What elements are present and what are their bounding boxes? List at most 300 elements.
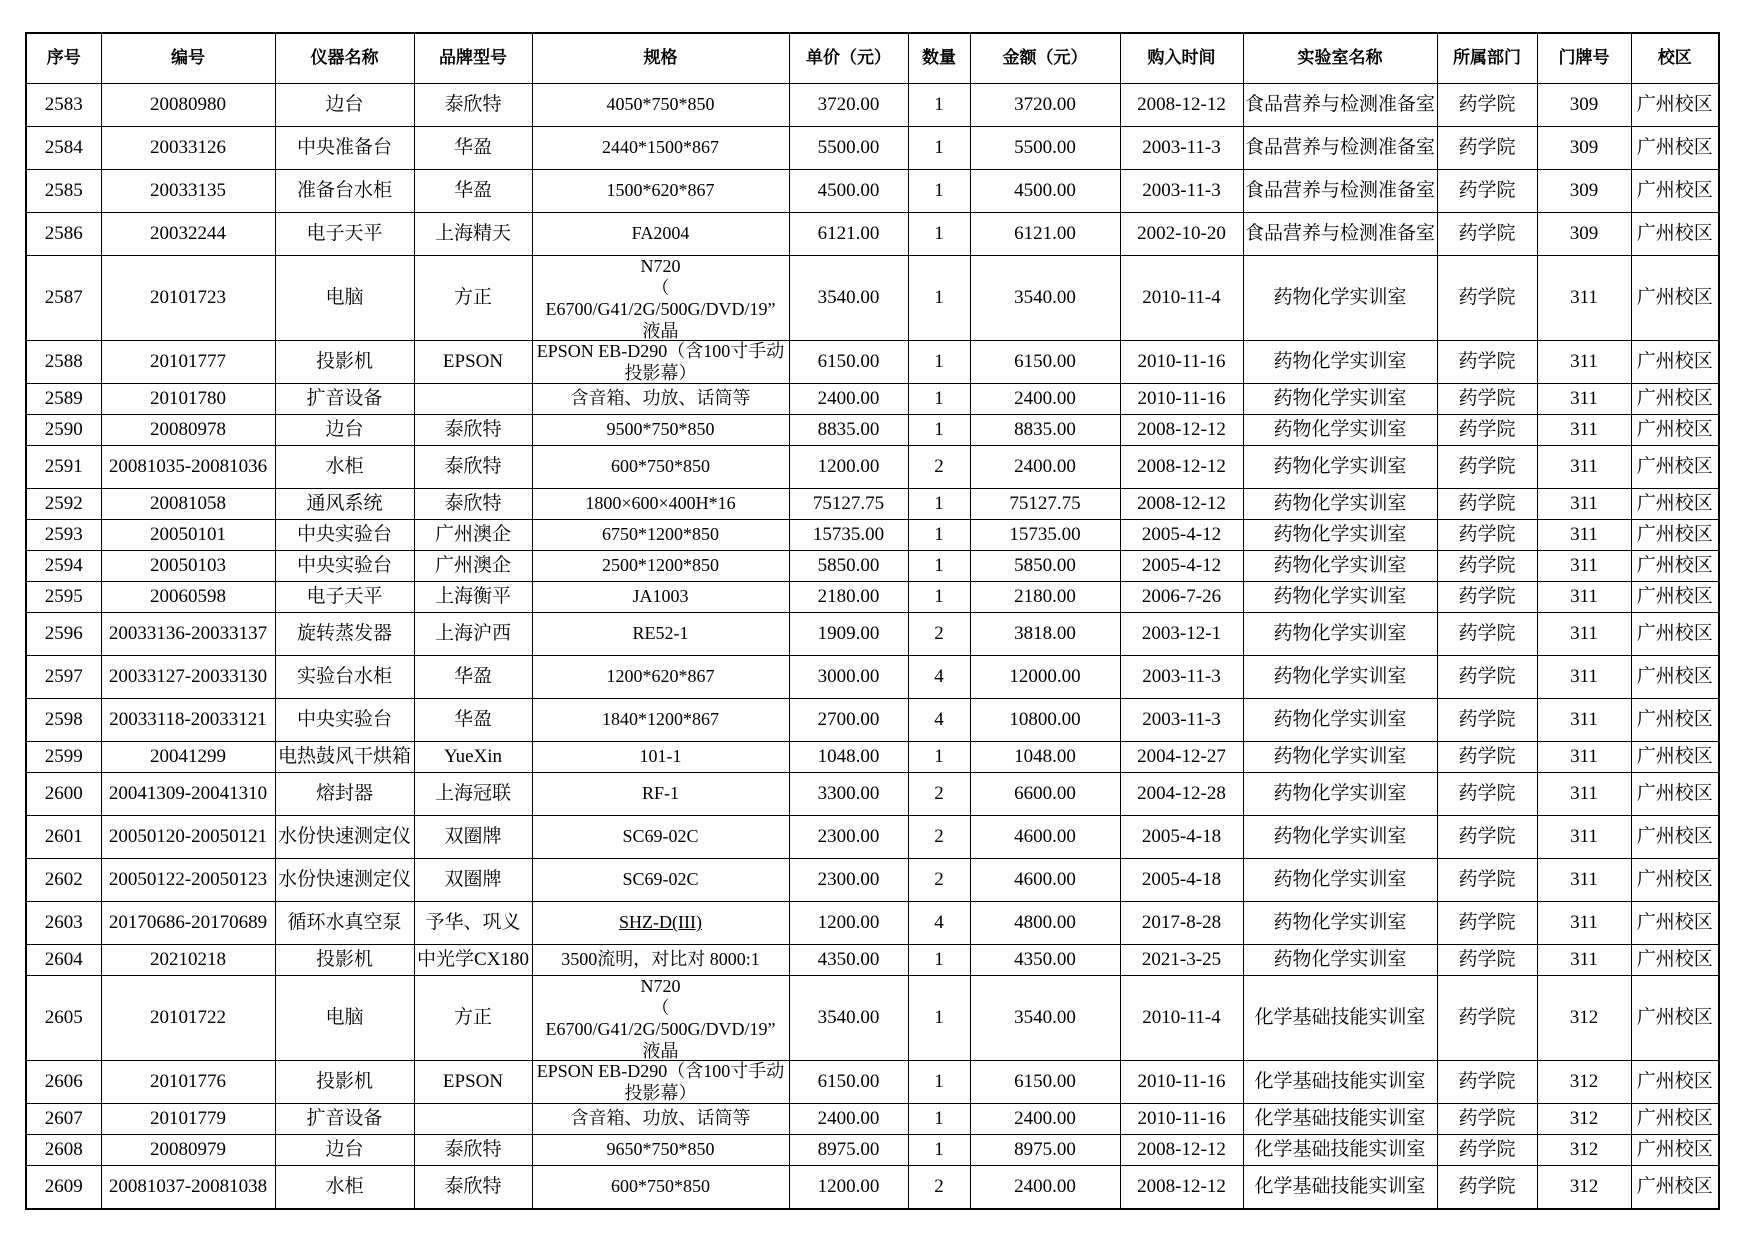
cell-code xyxy=(101,127,275,170)
cell-room xyxy=(1537,256,1631,341)
spec-value: 1800×600×400H*16 xyxy=(585,493,736,514)
date-value: 2010-11-4 xyxy=(1142,286,1221,308)
cell-price xyxy=(789,213,908,256)
amount-value: 2180.00 xyxy=(1014,585,1076,607)
cell-spec xyxy=(532,84,789,127)
amount-value: 3818.00 xyxy=(1014,622,1076,644)
qty-value: 4 xyxy=(934,708,944,730)
header-date xyxy=(1120,33,1243,84)
cell-dept xyxy=(1437,1061,1537,1104)
price-value: 3720.00 xyxy=(817,93,880,115)
room-value: 311 xyxy=(1570,911,1598,933)
cell-lab xyxy=(1243,551,1437,582)
dept-value: 药学院 xyxy=(1458,1175,1516,1197)
date-value: 2010-11-4 xyxy=(1142,1006,1221,1028)
table-row xyxy=(26,1061,1719,1104)
cell-code xyxy=(101,742,275,773)
price-value: 6121.00 xyxy=(817,222,880,244)
amount-value: 3720.00 xyxy=(1014,93,1076,115)
cell-spec xyxy=(532,1104,789,1135)
cell-campus xyxy=(1631,1135,1719,1166)
spec-value: SC69-02C xyxy=(622,869,699,890)
brand-value: 华盈 xyxy=(453,179,492,201)
cell-name xyxy=(275,84,414,127)
code-value: 20080980 xyxy=(150,93,226,115)
name-value: 水份快速测定仪 xyxy=(277,868,411,890)
qty-value: 1 xyxy=(934,745,944,767)
cell-date xyxy=(1120,415,1243,446)
cell-dept xyxy=(1437,213,1537,256)
qty-value: 2 xyxy=(934,455,944,477)
spec-value: 101-1 xyxy=(639,746,682,767)
cell-code xyxy=(101,213,275,256)
cell-campus xyxy=(1631,170,1719,213)
cell-amount xyxy=(970,1166,1120,1210)
cell-seq xyxy=(26,699,101,742)
cell-room xyxy=(1537,127,1631,170)
amount-value: 4350.00 xyxy=(1014,948,1076,970)
cell-amount xyxy=(970,773,1120,816)
dept-value: 药学院 xyxy=(1458,1070,1516,1092)
code-value: 20033136-20033137 xyxy=(108,622,268,644)
room-value: 311 xyxy=(1570,286,1598,308)
cell-room xyxy=(1537,551,1631,582)
cell-qty xyxy=(908,1135,970,1166)
date-value: 2004-12-27 xyxy=(1137,745,1226,767)
spec-value: 含音箱、功放、话筒等 xyxy=(570,388,751,409)
qty-value: 4 xyxy=(934,911,944,933)
amount-value: 2400.00 xyxy=(1014,387,1076,409)
qty-value: 1 xyxy=(934,136,944,158)
header-room-label: 门牌号 xyxy=(1558,48,1610,69)
qty-value: 1 xyxy=(934,1006,944,1028)
campus-value: 广州校区 xyxy=(1636,136,1713,158)
cell-qty xyxy=(908,213,970,256)
dept-value: 药学院 xyxy=(1458,418,1516,440)
cell-date xyxy=(1120,945,1243,976)
seq-value: 2592 xyxy=(44,492,83,514)
name-value: 扩音设备 xyxy=(306,1107,383,1129)
cell-campus xyxy=(1631,859,1719,902)
price-value: 2300.00 xyxy=(817,825,880,847)
cell-qty xyxy=(908,1104,970,1135)
cell-seq xyxy=(26,1061,101,1104)
cell-price xyxy=(789,656,908,699)
cell-amount xyxy=(970,341,1120,384)
room-value: 312 xyxy=(1569,1006,1599,1028)
cell-dept xyxy=(1437,170,1537,213)
cell-amount xyxy=(970,520,1120,551)
code-value: 20033135 xyxy=(150,179,226,201)
table-row xyxy=(26,742,1719,773)
lab-value: 药物化学实训室 xyxy=(1273,286,1407,308)
cell-price xyxy=(789,582,908,613)
cell-brand xyxy=(414,699,532,742)
cell-spec xyxy=(532,256,789,341)
cell-seq xyxy=(26,520,101,551)
room-value: 312 xyxy=(1569,1070,1599,1092)
cell-qty xyxy=(908,613,970,656)
lab-value: 药物化学实训室 xyxy=(1273,387,1407,409)
cell-lab xyxy=(1243,773,1437,816)
cell-dept xyxy=(1437,656,1537,699)
qty-value: 2 xyxy=(934,868,944,890)
cell-seq xyxy=(26,902,101,945)
cell-price xyxy=(789,84,908,127)
name-value: 水柜 xyxy=(325,1175,364,1197)
cell-seq xyxy=(26,582,101,613)
campus-value: 广州校区 xyxy=(1636,350,1713,372)
lab-value: 药物化学实训室 xyxy=(1273,782,1407,804)
code-value: 20101777 xyxy=(150,350,226,372)
cell-date xyxy=(1120,773,1243,816)
room-value: 311 xyxy=(1570,782,1598,804)
code-value: 20080979 xyxy=(150,1138,226,1160)
cell-qty xyxy=(908,446,970,489)
cell-price xyxy=(789,742,908,773)
code-value: 20101780 xyxy=(150,387,226,409)
cell-room xyxy=(1537,742,1631,773)
qty-value: 1 xyxy=(934,418,944,440)
seq-value: 2589 xyxy=(44,387,83,409)
cell-lab xyxy=(1243,341,1437,384)
room-value: 311 xyxy=(1570,455,1598,477)
brand-value: 广州澳企 xyxy=(434,554,511,576)
cell-amount xyxy=(970,902,1120,945)
table-row xyxy=(26,976,1719,1061)
brand-value xyxy=(415,1104,532,1134)
code-value: 20081035-20081036 xyxy=(108,455,268,477)
cell-spec xyxy=(532,773,789,816)
cell-campus xyxy=(1631,582,1719,613)
cell-room xyxy=(1537,859,1631,902)
cell-code xyxy=(101,551,275,582)
amount-value: 6600.00 xyxy=(1014,782,1076,804)
room-value: 312 xyxy=(1569,1175,1599,1197)
amount-value: 5500.00 xyxy=(1014,136,1076,158)
room-value: 311 xyxy=(1570,948,1598,970)
brand-value: 双圈牌 xyxy=(444,868,502,890)
amount-value: 10800.00 xyxy=(1009,708,1081,730)
brand-value: 方正 xyxy=(453,286,492,308)
cell-name xyxy=(275,384,414,415)
amount-value: 3540.00 xyxy=(1014,286,1076,308)
amount-value: 6150.00 xyxy=(1014,350,1076,372)
cell-dept xyxy=(1437,742,1537,773)
table-row xyxy=(26,1104,1719,1135)
seq-value: 2598 xyxy=(44,708,83,730)
cell-dept xyxy=(1437,384,1537,415)
cell-campus xyxy=(1631,656,1719,699)
seq-value: 2608 xyxy=(44,1138,83,1160)
header-price-label: 单价（元） xyxy=(806,48,891,69)
cell-campus xyxy=(1631,446,1719,489)
header-dept xyxy=(1437,33,1537,84)
amount-value: 6150.00 xyxy=(1014,1070,1076,1092)
qty-value: 1 xyxy=(934,1070,944,1092)
cell-price xyxy=(789,256,908,341)
cell-amount xyxy=(970,256,1120,341)
cell-lab xyxy=(1243,415,1437,446)
seq-value: 2596 xyxy=(44,622,83,644)
price-value: 2300.00 xyxy=(817,868,880,890)
dept-value: 药学院 xyxy=(1458,179,1516,201)
cell-lab xyxy=(1243,84,1437,127)
cell-code xyxy=(101,945,275,976)
header-price xyxy=(789,33,908,84)
cell-brand xyxy=(414,551,532,582)
cell-date xyxy=(1120,84,1243,127)
cell-date xyxy=(1120,341,1243,384)
name-value: 熔封器 xyxy=(315,782,373,804)
cell-code xyxy=(101,384,275,415)
cell-seq xyxy=(26,742,101,773)
cell-date xyxy=(1120,384,1243,415)
spec-value: 2500*1200*850 xyxy=(602,555,719,576)
price-value: 2400.00 xyxy=(817,1107,880,1129)
cell-name xyxy=(275,1166,414,1210)
name-value: 中央实验台 xyxy=(296,554,392,576)
seq-value: 2586 xyxy=(44,222,83,244)
dept-value: 药学院 xyxy=(1458,868,1516,890)
cell-seq xyxy=(26,1104,101,1135)
cell-room xyxy=(1537,773,1631,816)
cell-price xyxy=(789,1061,908,1104)
cell-campus xyxy=(1631,699,1719,742)
price-value: 1200.00 xyxy=(817,455,880,477)
date-value: 2003-11-3 xyxy=(1142,708,1221,730)
seq-value: 2601 xyxy=(44,825,83,847)
campus-value: 广州校区 xyxy=(1636,455,1713,477)
brand-value: 中光学CX180 xyxy=(417,948,529,970)
lab-value: 药物化学实训室 xyxy=(1273,622,1407,644)
cell-name xyxy=(275,1061,414,1104)
dept-value: 药学院 xyxy=(1458,387,1516,409)
cell-dept xyxy=(1437,1104,1537,1135)
name-value: 扩音设备 xyxy=(306,387,383,409)
table-row xyxy=(26,170,1719,213)
campus-value: 广州校区 xyxy=(1636,1138,1713,1160)
table-row xyxy=(26,213,1719,256)
dept-value: 药学院 xyxy=(1458,350,1516,372)
cell-campus xyxy=(1631,816,1719,859)
cell-name xyxy=(275,742,414,773)
cell-spec xyxy=(532,520,789,551)
dept-value: 药学院 xyxy=(1458,745,1516,767)
amount-value: 75127.75 xyxy=(1009,492,1081,514)
amount-value: 4800.00 xyxy=(1014,911,1076,933)
cell-lab xyxy=(1243,582,1437,613)
cell-price xyxy=(789,859,908,902)
seq-value: 2584 xyxy=(44,136,83,158)
cell-amount xyxy=(970,1135,1120,1166)
cell-name xyxy=(275,446,414,489)
campus-value: 广州校区 xyxy=(1636,1107,1713,1129)
qty-value: 2 xyxy=(934,782,944,804)
cell-code xyxy=(101,582,275,613)
cell-qty xyxy=(908,656,970,699)
cell-qty xyxy=(908,1061,970,1104)
cell-code xyxy=(101,84,275,127)
cell-dept xyxy=(1437,489,1537,520)
cell-name xyxy=(275,170,414,213)
cell-dept xyxy=(1437,341,1537,384)
cell-brand xyxy=(414,384,532,415)
code-value: 20032244 xyxy=(150,222,226,244)
table-body xyxy=(26,84,1719,1210)
cell-room xyxy=(1537,213,1631,256)
cell-spec xyxy=(532,582,789,613)
cell-dept xyxy=(1437,520,1537,551)
dept-value: 药学院 xyxy=(1458,523,1516,545)
cell-name xyxy=(275,582,414,613)
header-qty xyxy=(908,33,970,84)
campus-value: 广州校区 xyxy=(1636,1175,1713,1197)
cell-qty xyxy=(908,341,970,384)
cell-room xyxy=(1537,170,1631,213)
cell-code xyxy=(101,489,275,520)
cell-seq xyxy=(26,341,101,384)
cell-seq xyxy=(26,213,101,256)
cell-qty xyxy=(908,415,970,446)
table-row xyxy=(26,656,1719,699)
cell-code xyxy=(101,976,275,1061)
seq-value: 2595 xyxy=(44,585,83,607)
cell-name xyxy=(275,816,414,859)
cell-room xyxy=(1537,520,1631,551)
cell-lab xyxy=(1243,976,1437,1061)
qty-value: 1 xyxy=(934,585,944,607)
cell-code xyxy=(101,520,275,551)
cell-price xyxy=(789,341,908,384)
cell-seq xyxy=(26,816,101,859)
name-value: 中央实验台 xyxy=(296,708,392,730)
cell-spec xyxy=(532,656,789,699)
cell-qty xyxy=(908,84,970,127)
header-qty-label: 数量 xyxy=(922,48,956,69)
seq-value: 2597 xyxy=(44,665,83,687)
cell-campus xyxy=(1631,742,1719,773)
cell-name xyxy=(275,415,414,446)
cell-lab xyxy=(1243,256,1437,341)
dept-value: 药学院 xyxy=(1458,1138,1516,1160)
cell-amount xyxy=(970,213,1120,256)
room-value: 311 xyxy=(1570,825,1598,847)
cell-qty xyxy=(908,256,970,341)
cell-date xyxy=(1120,1061,1243,1104)
cell-date xyxy=(1120,127,1243,170)
cell-lab xyxy=(1243,816,1437,859)
amount-value: 1048.00 xyxy=(1014,745,1076,767)
cell-qty xyxy=(908,551,970,582)
name-value: 中央实验台 xyxy=(296,523,392,545)
cell-code xyxy=(101,170,275,213)
seq-value: 2603 xyxy=(44,911,83,933)
name-value: 电热鼓风干烘箱 xyxy=(277,745,411,767)
lab-value: 药物化学实训室 xyxy=(1273,948,1407,970)
qty-value: 4 xyxy=(934,665,944,687)
room-value: 311 xyxy=(1570,745,1598,767)
cell-date xyxy=(1120,1135,1243,1166)
table-row xyxy=(26,582,1719,613)
cell-seq xyxy=(26,551,101,582)
header-seq xyxy=(26,33,101,84)
table-row xyxy=(26,415,1719,446)
cell-amount xyxy=(970,489,1120,520)
campus-value: 广州校区 xyxy=(1636,179,1713,201)
date-value: 2008-12-12 xyxy=(1137,1175,1226,1197)
cell-code xyxy=(101,613,275,656)
price-value: 3540.00 xyxy=(817,1006,880,1028)
header-row xyxy=(26,33,1719,84)
price-value: 1909.00 xyxy=(817,622,880,644)
cell-lab xyxy=(1243,489,1437,520)
cell-name xyxy=(275,551,414,582)
spec-value: 9650*750*850 xyxy=(606,1139,715,1160)
cell-campus xyxy=(1631,613,1719,656)
date-value: 2021-3-25 xyxy=(1141,948,1222,970)
campus-value: 广州校区 xyxy=(1636,418,1713,440)
cell-date xyxy=(1120,213,1243,256)
room-value: 311 xyxy=(1570,868,1598,890)
price-value: 3300.00 xyxy=(817,782,880,804)
cell-spec xyxy=(532,213,789,256)
table-row xyxy=(26,520,1719,551)
date-value: 2010-11-16 xyxy=(1137,1070,1226,1092)
cell-name xyxy=(275,656,414,699)
cell-dept xyxy=(1437,551,1537,582)
cell-campus xyxy=(1631,1166,1719,1210)
date-value: 2004-12-28 xyxy=(1137,782,1226,804)
header-date-label: 购入时间 xyxy=(1147,48,1216,69)
qty-value: 1 xyxy=(934,387,944,409)
cell-qty xyxy=(908,127,970,170)
cell-date xyxy=(1120,446,1243,489)
code-value: 20050122-20050123 xyxy=(108,868,268,890)
campus-value: 广州校区 xyxy=(1636,911,1713,933)
cell-seq xyxy=(26,84,101,127)
price-value: 1048.00 xyxy=(817,745,880,767)
brand-value: 上海精天 xyxy=(434,222,511,244)
cell-date xyxy=(1120,816,1243,859)
name-value: 实验台水柜 xyxy=(296,665,392,687)
qty-value: 1 xyxy=(934,93,944,115)
cell-brand xyxy=(414,1104,532,1135)
cell-qty xyxy=(908,489,970,520)
header-dept-label: 所属部门 xyxy=(1453,48,1521,69)
campus-value: 广州校区 xyxy=(1636,222,1713,244)
cell-price xyxy=(789,170,908,213)
cell-lab xyxy=(1243,699,1437,742)
cell-lab xyxy=(1243,170,1437,213)
cell-room xyxy=(1537,699,1631,742)
qty-value: 2 xyxy=(934,622,944,644)
cell-name xyxy=(275,256,414,341)
spec-value: 1500*620*867 xyxy=(606,180,715,201)
seq-value: 2599 xyxy=(44,745,83,767)
header-room xyxy=(1537,33,1631,84)
cell-price xyxy=(789,384,908,415)
header-brand-label: 品牌型号 xyxy=(439,48,507,69)
cell-campus xyxy=(1631,1061,1719,1104)
header-amount-label: 金额（元） xyxy=(1002,48,1088,69)
cell-seq xyxy=(26,446,101,489)
lab-value: 药物化学实训室 xyxy=(1273,585,1407,607)
date-value: 2005-4-12 xyxy=(1141,523,1222,545)
name-value: 投影机 xyxy=(315,350,373,372)
spec-value: 9500*750*850 xyxy=(606,419,715,440)
cell-code xyxy=(101,256,275,341)
